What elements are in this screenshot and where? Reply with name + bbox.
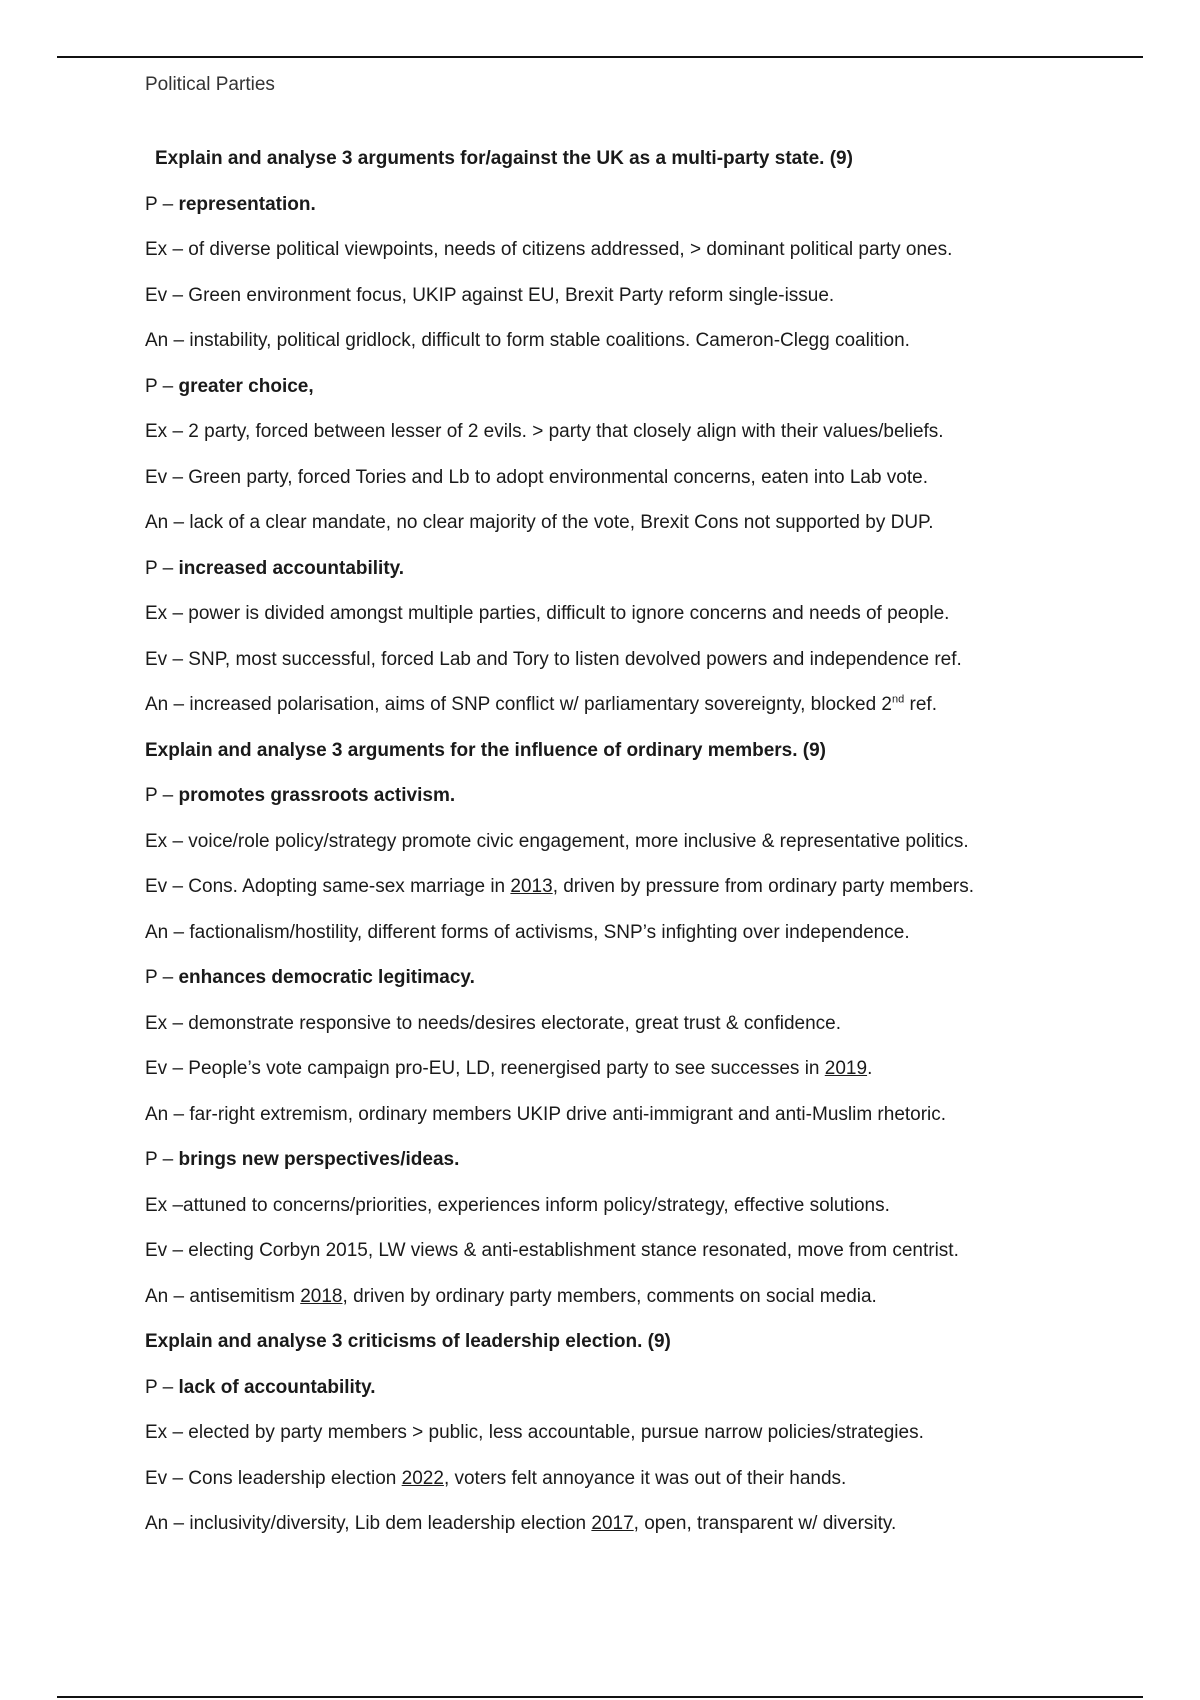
evidence-text: Ev – Cons leadership election (145, 1467, 402, 1489)
explanation-line: Ex –attuned to concerns/priorities, experiences inform policy/strategy, effective solutions. (145, 1194, 890, 1216)
point-keyword: brings new perspectives/ideas. (178, 1149, 460, 1170)
analysis-line: An – far-right extremism, ordinary members UKIP drive anti-immigrant and anti-Muslim rhetoric. (145, 1103, 947, 1125)
superscript: nd (892, 693, 905, 706)
explanation-line: Ex – of diverse political viewpoints, needs of citizens addressed, > dominant political party ones. (145, 239, 953, 260)
evidence-text: Ev – People’s vote campaign pro-EU, LD, reenergised party to see successes in (145, 1058, 825, 1079)
analysis-text-end: ref. (904, 694, 937, 715)
explanation-line: Ex – demonstrate responsive to needs/desires electorate, great trust & confidence. (145, 1012, 841, 1034)
point-prefix: P – (145, 1376, 179, 1398)
analysis-line (145, 687, 1105, 733)
point-line (145, 369, 1105, 415)
evidence-line: Ev – Green party, forced Tories and Lb to adopt environmental concerns, eaten into Lab vote. (145, 466, 928, 488)
point-line (145, 1370, 1105, 1416)
evidence-line (145, 1051, 1105, 1097)
point-keyword: promotes grassroots activism. (178, 785, 456, 806)
analysis-line (145, 1279, 1105, 1325)
question-heading: Explain and analyse 3 arguments for/against the UK as a multi-party state. (9) (155, 148, 853, 169)
page-header: Political Parties (145, 74, 275, 95)
analysis-line (145, 1506, 1105, 1552)
point-prefix: P – (145, 557, 179, 579)
point-keyword: greater choice, (178, 375, 314, 397)
evidence-line (145, 1461, 1105, 1507)
analysis-line: An – lack of a clear mandate, no clear majority of the vote, Brexit Cons not supported by DUP. (145, 512, 934, 533)
point-prefix: P – (145, 375, 179, 397)
evidence-line: Ev – Green environment focus, UKIP against EU, Brexit Party reform single-issue. (145, 284, 835, 306)
question-heading: Explain and analyse 3 arguments for the influence of ordinary members. (9) (145, 739, 827, 761)
analysis-line: An – instability, political gridlock, difficult to form stable coalitions. Cameron-Clegg coalition. (145, 330, 910, 351)
point-keyword: enhances democratic legitimacy. (178, 967, 475, 988)
analysis-text: An – increased polarisation, aims of SNP conflict w/ parliamentary sovereignty, blocked 2 (145, 694, 892, 715)
evidence-text-end: , voters felt annoyance it was out of their hands. (443, 1467, 847, 1489)
point-line (145, 1142, 1105, 1188)
underlined-year: 2018 (300, 1285, 343, 1307)
explanation-line: Ex – voice/role policy/strategy promote civic engagement, more inclusive & representative politics. (145, 830, 969, 852)
point-line (145, 778, 1105, 824)
evidence-line (145, 869, 1105, 915)
question-heading: Explain and analyse 3 criticisms of leadership election. (9) (145, 1331, 671, 1352)
point-prefix: P – (145, 967, 179, 988)
underlined-year: 2022 (401, 1467, 444, 1489)
point-keyword: lack of accountability. (178, 1376, 376, 1398)
bottom-rule (57, 1696, 1143, 1698)
evidence-text-end: . (867, 1058, 873, 1079)
underlined-year: 2017 (591, 1513, 634, 1534)
point-line (145, 187, 1105, 233)
evidence-text-end: , driven by pressure from ordinary party members. (552, 876, 974, 897)
underlined-year: 2013 (510, 876, 553, 897)
evidence-line: Ev – SNP, most successful, forced Lab and Tory to listen devolved powers and independence ref. (145, 648, 962, 670)
point-prefix: P – (145, 1149, 179, 1170)
analysis-text: An – antisemitism (145, 1285, 301, 1307)
analysis-line: An – factionalism/hostility, different forms of activisms, SNP’s infighting over independence. (145, 921, 910, 943)
analysis-text: An – inclusivity/diversity, Lib dem leadership election (145, 1513, 592, 1534)
evidence-text: Ev – Cons. Adopting same-sex marriage in (145, 876, 511, 897)
explanation-line: Ex – power is divided amongst multiple parties, difficult to ignore concerns and needs of people. (145, 603, 950, 624)
point-prefix: P – (145, 193, 179, 215)
analysis-text-end: , driven by ordinary party members, comments on social media. (342, 1285, 877, 1307)
underlined-year: 2019 (824, 1058, 868, 1079)
point-line (145, 960, 1105, 1006)
analysis-text-end: , open, transparent w/ diversity. (633, 1513, 897, 1534)
explanation-line: Ex – 2 party, forced between lesser of 2 evils. > party that closely align with their values/beliefs. (145, 421, 944, 442)
point-prefix: P – (145, 785, 179, 806)
evidence-line: Ev – electing Corbyn 2015, LW views & anti-establishment stance resonated, move from centrist. (145, 1240, 959, 1261)
document-body (145, 141, 1105, 1552)
explanation-line: Ex – elected by party members > public, less accountable, pursue narrow policies/strategies. (145, 1422, 924, 1443)
top-rule (57, 56, 1143, 58)
point-keyword: representation. (178, 193, 316, 215)
point-line (145, 551, 1105, 597)
point-keyword: increased accountability. (178, 557, 405, 579)
